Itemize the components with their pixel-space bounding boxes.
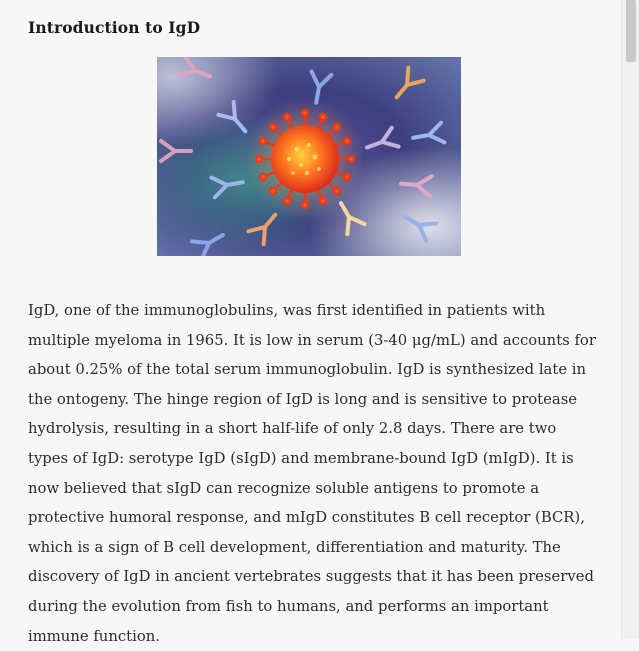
scrollbar-thumb[interactable] bbox=[626, 0, 636, 62]
article-title: Introduction to IgD bbox=[28, 18, 201, 37]
article-paragraph: IgD, one of the immunoglobulins, was first identified in patients with multiple myeloma in 1965. It is low in serum (3-40 μg/mL) and accounts for about 0.25% of the total serum immunoglobulin. IgD is synthesized late in the ontogeny. The hinge region of IgD is long and is sensitive to protease hydrolysis, resulting in a short half-life of only 2.8 days. There are two types of IgD: serotype IgD (sIgD) and membrane-bound IgD (mIgD). It is now believed that sIgD can recognize soluble antigens to promote a protective humoral response, and mIgD constitutes B cell receptor (BCR), which is a sign of B cell development, differentiation and maturity. The discovery of IgD in ancient vertebrates suggests that it has been preserved during the evolution from fish to humans, and performs an important immune function. bbox=[28, 302, 596, 645]
article-body bbox=[28, 296, 600, 651]
virus-antibody-illustration bbox=[157, 57, 461, 256]
vertical-scrollbar[interactable] bbox=[621, 0, 639, 639]
